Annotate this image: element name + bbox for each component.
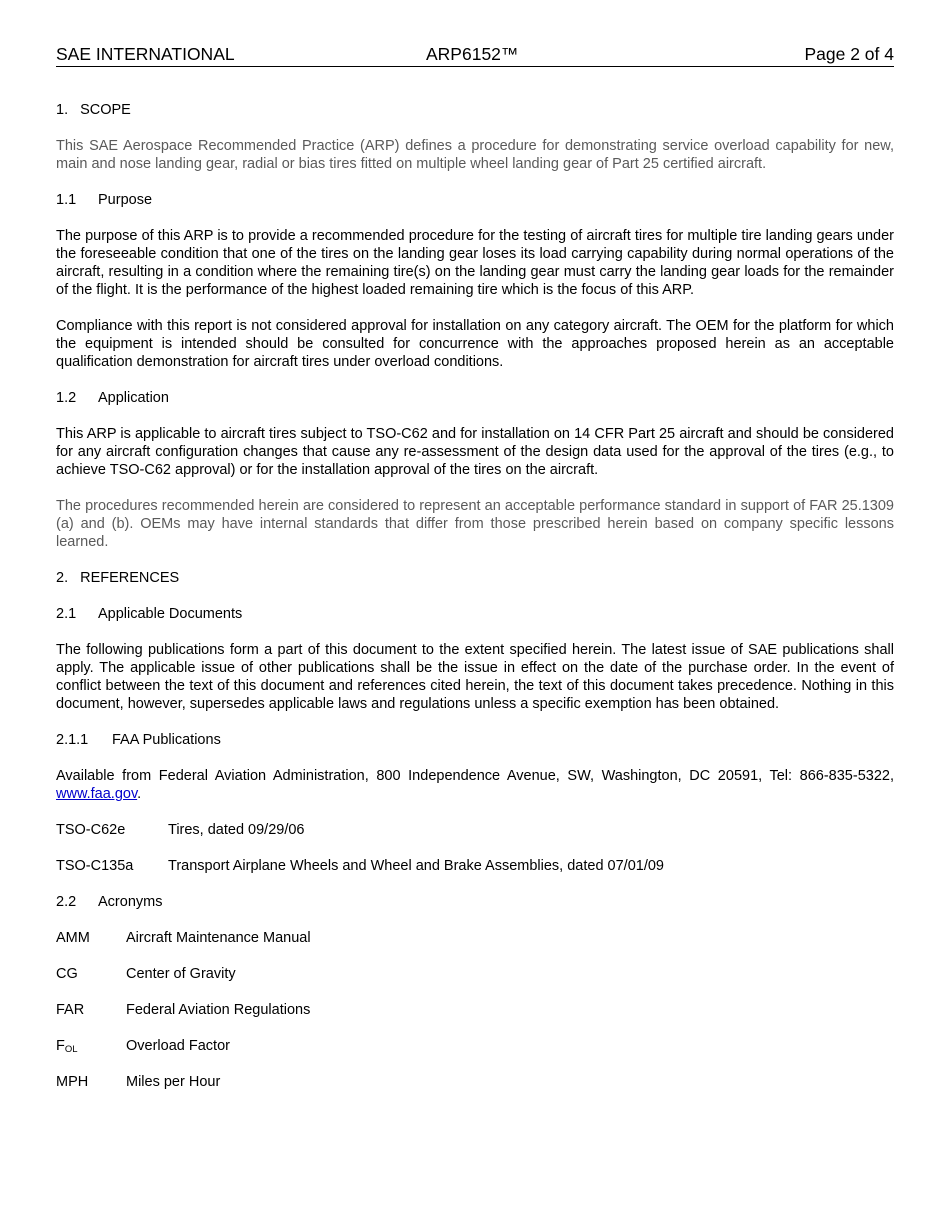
application-paragraph-2: The procedures recommended herein are considered to represent an acceptable performance standard in support of FAR 25.1309 (a) and (b). OEMs may have internal standards that differ from those prescribed herein based on company specific lessons learned. [56, 498, 894, 550]
section-number: 2.1 [56, 606, 77, 622]
acronym-subscript: OL [64, 1044, 78, 1055]
period-text: . [137, 786, 142, 802]
section-1-1-heading [56, 191, 894, 209]
section-title: Application [98, 390, 169, 406]
acronym-row [56, 1037, 894, 1055]
acronym-base: F [56, 1038, 65, 1054]
applicable-documents-paragraph: The following publications form a part of this document to the extent specified herein. The latest issue of SAE publications shall apply. The applicable issue of other publications shall be the issue in effect on the date of the purchase order. In the event of conflict between the text of this document and references cited herein, the text of this document takes precedence. Nothing in this document, however, supersedes applicable laws and regulations unless a specific exemption has been obtained. [56, 642, 894, 712]
reference-code: TSO-C62e [56, 822, 126, 838]
section-2-2-heading [56, 893, 894, 911]
acronym-definition: Aircraft Maintenance Manual [126, 930, 311, 946]
acronym [56, 1037, 78, 1057]
acronym-row [56, 1001, 894, 1019]
faa-address-text: Available from Federal Aviation Administration, 800 Independence Avenue, SW, Washington, DC 20591, Tel: 866-835-5322, [56, 768, 894, 784]
reference-row [56, 857, 894, 875]
section-number: 2.2 [56, 894, 77, 910]
section-number: 1.1 [56, 192, 77, 208]
purpose-paragraph-2: Compliance with this report is not considered approval for installation on any category aircraft. The OEM for the platform for which the equipment is intended should be consulted for concurrence with the approaches proposed herein as an acceptable qualification demonstration for aircraft tires under overload conditions. [56, 318, 894, 370]
header-doc-number: ARP6152™ [426, 44, 519, 64]
purpose-paragraph-1: The purpose of this ARP is to provide a recommended procedure for the testing of aircraft tires for multiple tire landing gears under the foreseeable condition that one of the tires on the landing gear loses its load carrying capability during normal operations of the aircraft, resulting in a condition where the remaining tire(s) on the landing gear must carry the landing gear loads for the remainder of the flight. It is the performance of the highest loaded remaining tire which is the focus of this ARP. [56, 228, 894, 298]
page-header [56, 44, 894, 67]
acronym-definition: Miles per Hour [126, 1074, 221, 1090]
reference-code: TSO-C135a [56, 858, 134, 874]
faa-availability-paragraph [56, 767, 894, 803]
acronym-definition: Federal Aviation Regulations [126, 1002, 311, 1018]
acronym: CG [56, 966, 78, 982]
reference-description: Transport Airplane Wheels and Wheel and Brake Assemblies, dated 07/01/09 [168, 858, 664, 874]
section-2-1-1-heading [56, 731, 894, 749]
section-1-heading [56, 101, 894, 119]
acronym-row [56, 929, 894, 947]
acronym: MPH [56, 1074, 89, 1090]
section-2-1-heading [56, 605, 894, 623]
scope-paragraph: This SAE Aerospace Recommended Practice (ARP) defines a procedure for demonstrating service overload capability for new, main and nose landing gear, radial or bias tires fitted on multiple wheel landing gear of Part 25 certified aircraft. [56, 138, 894, 172]
header-org: SAE INTERNATIONAL [56, 44, 235, 64]
section-title: REFERENCES [80, 570, 180, 586]
faa-website-link[interactable]: www.faa.gov [56, 786, 138, 802]
section-title: SCOPE [80, 102, 131, 118]
section-title: FAA Publications [112, 732, 221, 748]
section-number: 1. [56, 102, 69, 118]
document-page [56, 44, 894, 1091]
section-1-2-heading [56, 389, 894, 407]
section-title: Purpose [98, 192, 153, 208]
acronym-definition: Center of Gravity [126, 966, 236, 982]
acronym: FAR [56, 1002, 85, 1018]
section-number: 2. [56, 570, 69, 586]
section-number: 1.2 [56, 390, 77, 406]
acronym: AMM [56, 930, 90, 946]
section-number: 2.1.1 [56, 732, 89, 748]
section-title: Applicable Documents [98, 606, 243, 622]
application-paragraph-1: This ARP is applicable to aircraft tires subject to TSO-C62 and for installation on 14 CFR Part 25 aircraft and should be considered for any aircraft configuration changes that cause any re-assessment of the design data used for the approval of the tires (e.g., to achieve TSO-C62 approval) or for the installation approval of the tires on the aircraft. [56, 426, 894, 478]
section-2-heading [56, 569, 894, 587]
section-title: Acronyms [98, 894, 163, 910]
reference-row [56, 821, 894, 839]
reference-description: Tires, dated 09/29/06 [168, 822, 305, 838]
header-page-number: Page 2 of 4 [804, 44, 894, 64]
acronym-definition: Overload Factor [126, 1038, 230, 1054]
acronym-row [56, 965, 894, 983]
acronym-row [56, 1073, 894, 1091]
